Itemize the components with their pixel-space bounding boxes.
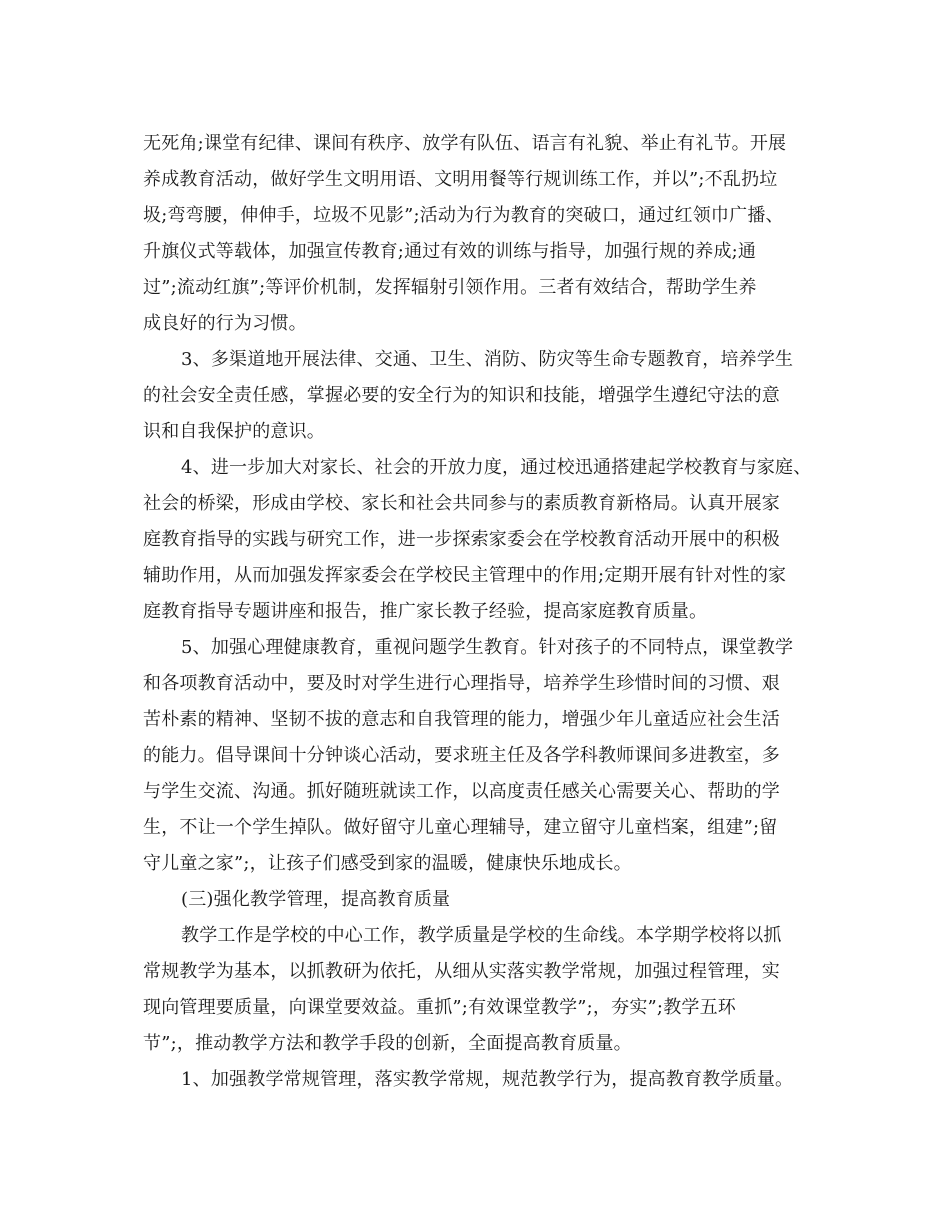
text-line: 成良好的行为习惯。 [143, 313, 307, 334]
text-line: 的能力。倡导课间十分钟谈心活动，要求班主任及各学科教师课间多进教室，多 [143, 745, 780, 766]
text-line: 节”;，推动教学方法和教学手段的创新，全面提高教育质量。 [143, 1033, 632, 1054]
text-line: 现向管理要质量，向课堂要效益。重抓”;有效课堂教学”;，夯实”;教学五环 [143, 997, 736, 1018]
text-line: 和各项教育活动中，要及时对学生进行心理指导，培养学生珍惜时间的习惯、艰 [143, 673, 780, 694]
text-line: 养成教育活动，做好学生文明用语、文明用餐等行规训练工作，并以”;不乱扔垃 [143, 169, 778, 190]
text-line: 常规教学为基本，以抓教研为依托，从细从实落实教学常规，加强过程管理，实 [143, 961, 780, 982]
text-line: 无死角;课堂有纪律、课间有秩序、放学有队伍、语言有礼貌、举止有礼节。开展 [143, 133, 787, 154]
text-line: 与学生交流、沟通。抓好随班就读工作，以高度责任感关心需要关心、帮助的学 [143, 781, 780, 802]
text-line: 庭教育指导专题讲座和报告，推广家长教子经验，提高家庭教育质量。 [143, 601, 708, 622]
text-line: 庭教育指导的实践与研究工作，进一步探索家委会在学校教育活动开展中的积极 [143, 529, 780, 550]
text-line: 辅助作用，从而加强发挥家委会在学校民主管理中的作用;定期开展有针对性的家 [143, 565, 787, 586]
text-line: 识和自我保护的意识。 [143, 421, 325, 442]
text-line: 苦朴素的精神、坚韧不拔的意志和自我管理的能力，增强少年儿童适应社会生活 [143, 709, 780, 730]
text-line: 守儿童之家”;，让孩子们感受到家的温暖，健康快乐地成长。 [143, 853, 632, 874]
paragraph-start-line: 5、加强心理健康教育，重视问题学生教育。针对孩子的不同特点，课堂教学 [181, 637, 794, 658]
paragraph-start-line: 教学工作是学校的中心工作，教学质量是学校的生命线。本学期学校将以抓 [181, 925, 782, 946]
text-line: 过”;流动红旗”;等评价机制，发挥辐射引领作用。三者有效结合，帮助学生养 [143, 277, 757, 298]
paragraph-start-line: 1、加强教学常规管理，落实教学常规，规范教学行为，提高教育教学质量。 [181, 1069, 794, 1090]
text-line: 升旗仪式等载体，加强宣传教育;通过有效的训练与指导，加强行规的养成;通 [143, 241, 757, 262]
text-line: 的社会安全责任感，掌握必要的安全行为的知识和技能，增强学生遵纪守法的意 [143, 385, 780, 406]
section-heading: (三)强化教学管理，提高教育质量 [181, 889, 451, 910]
paragraph-start-line: 4、进一步加大对家长、社会的开放力度，通过校迅通搭建起学校教育与家庭、 [181, 457, 812, 478]
text-line: 社会的桥梁，形成由学校、家长和社会共同参与的素质教育新格局。认真开展家 [143, 493, 780, 514]
paragraph-start-line: 3、多渠道地开展法律、交通、卫生、消防、防灾等生命专题教育，培养学生 [181, 349, 794, 370]
text-line: 生，不让一个学生掉队。做好留守儿童心理辅导，建立留守儿童档案，组建”;留 [143, 817, 778, 838]
text-line: 圾;弯弯腰，伸伸手，垃圾不见影”;活动为行为教育的突破口，通过红领巾广播、 [143, 205, 784, 226]
